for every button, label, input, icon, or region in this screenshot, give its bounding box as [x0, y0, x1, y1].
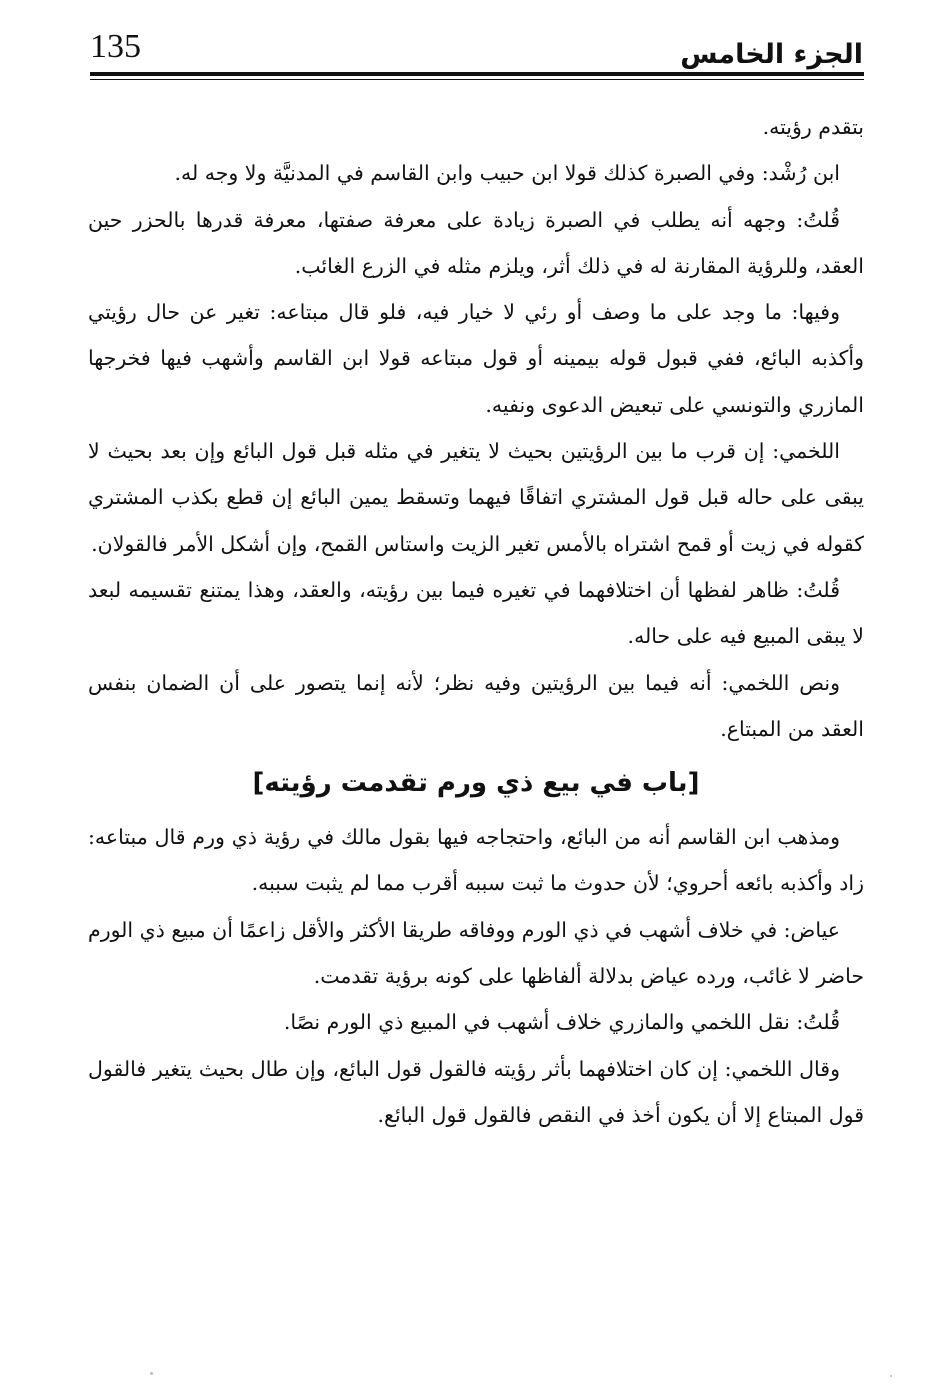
- scan-speck: [150, 1372, 153, 1375]
- page-number: 135: [90, 28, 141, 65]
- paragraph: بتقدم رؤيته.: [762, 115, 864, 139]
- header-rule-thick: [90, 72, 864, 76]
- paragraph: ونص اللخمي: أنه فيما بين الرؤيتين وفيه نظر؛ لأنه إنما يتصور على أن الضمان بنفس العقد من المبتاع.: [88, 670, 864, 741]
- body-text: [88, 104, 864, 1138]
- paragraph: اللخمي: إن قرب ما بين الرؤيتين بحيث لا يتغير في مثله قبل قول البائع وإن بعد بحيث لا يبقى على حاله قبل قول المشتري اتفاقًا فيهما وتسقط يمين البائع إن قطع بكذب المشتري كقوله في زيت أو قمح اشتراه بالأمس تغير الزيت واستاس القمح، وإن أشكل الأمر فالقولان.: [88, 439, 864, 556]
- paragraph: ومذهب ابن القاسم أنه من البائع، واحتجاجه فيها بقول مالك في رؤية ذي ورم قال مبتاعه: زاد وأكذبه بائعه أحروي؛ لأن حدوث ما ثبت سببه أقرب مما لم يثبت سببه.: [88, 825, 864, 896]
- running-header-title: الجزء الخامس: [680, 39, 863, 70]
- paragraph: قُلتُ: ظاهر لفظها أن اختلافهما في تغيره فيما بين رؤيته، والعقد، وهذا يمتنع تقسيمه لبعد لا يبقى المبيع فيه على حاله.: [88, 577, 864, 649]
- paragraph: وقال اللخمي: إن كان اختلافهما بأثر رؤيته فالقول قول البائع، وإن طال بحيث يتغير فالقول قول المبتاع إلا أن يكون أخذ في النقص فالقول قول البائع.: [88, 1056, 864, 1127]
- section-heading: [باب في بيع ذي ورم تقدمت رؤيته]: [252, 768, 700, 799]
- paragraph: قُلتُ: وجهه أنه يطلب في الصبرة زيادة على معرفة صفتها، معرفة قدرها بالحزر حين العقد، وللرؤية المقارنة له في ذلك أثر، ويلزم مثله في الزرع الغائب.: [88, 207, 864, 278]
- scan-speck: [890, 1375, 892, 1377]
- paragraph: عياض: في خلاف أشهب في ذي الورم ووفاقه طريقا الأكثر والأقل زاعمًا أن مبيع ذي الورم حاضر لا غائب، ورده عياض بدلالة ألفاظها على كونه برؤية تقدمت.: [88, 917, 864, 989]
- paragraph: قُلتُ: نقل اللخمي والمازري خلاف أشهب في المبيع ذي الورم نصًا.: [283, 1010, 840, 1035]
- paragraph: وفيها: ما وجد على ما وصف أو رئي لا خيار فيه، فلو قال مبتاعه: تغير عن حال رؤيتي وأكذبه البائع، ففي قبول قوله بيمينه أو قول مبتاعه قولا ابن القاسم وأشهب فيها فخرجها المازري والتونسي على تبعيض الدعوى ونفيه.: [88, 300, 864, 417]
- paragraph: ابن رُشْد: وفي الصبرة كذلك قولا ابن حبيب وابن القاسم في المدنيَّة ولا وجه له.: [174, 161, 840, 186]
- header-rule-thin: [90, 79, 864, 80]
